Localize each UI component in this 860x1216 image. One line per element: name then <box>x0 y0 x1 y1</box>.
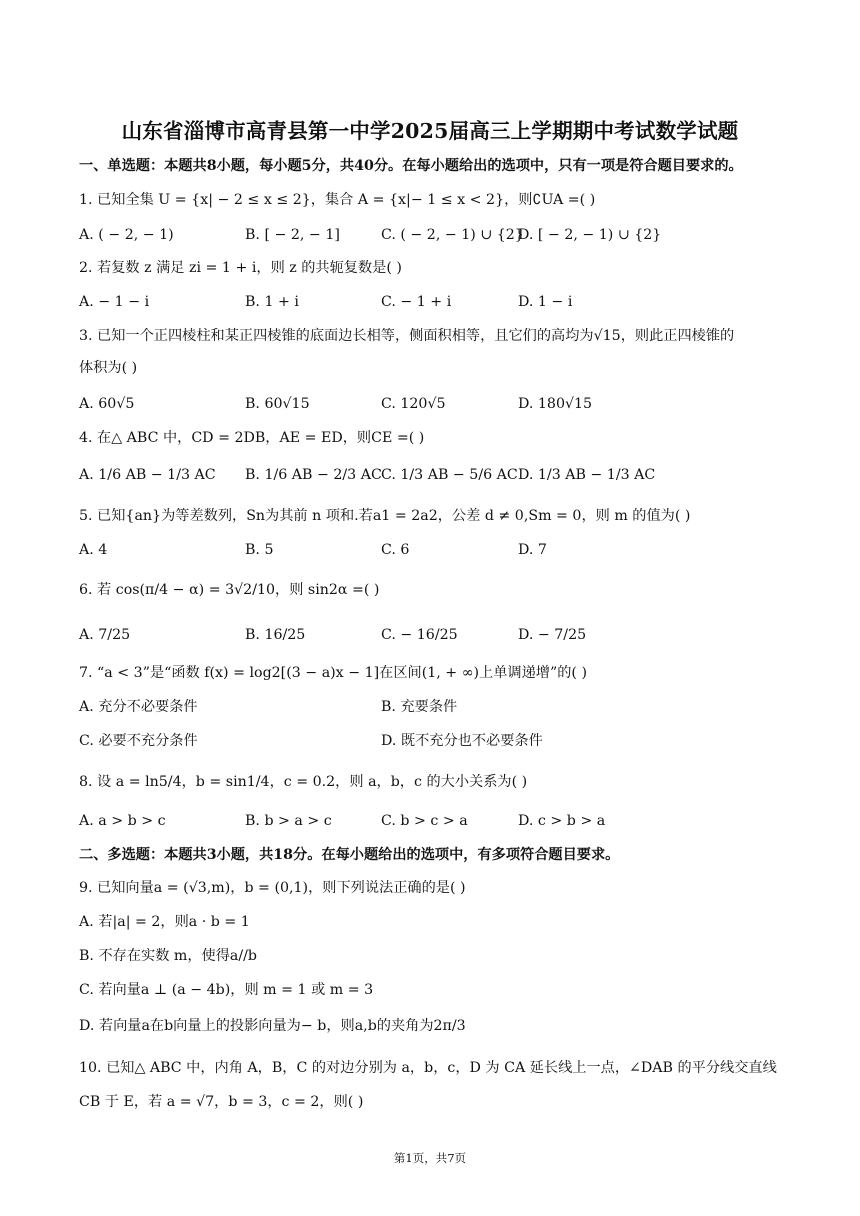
question-8-stem: 8. 设 a = ln5/4，b = sin1/4，c = 0.2，则 a，b，c 的大小关系为( ) <box>79 774 528 790</box>
question-7-option-d: D. 既不充分也不必要条件 <box>381 733 543 749</box>
question-8-option-c: C. b > c > a <box>381 813 468 829</box>
question-3-option-a: A. 60√5 <box>79 396 135 412</box>
question-4-option-c: C. 1/3 AB − 5/6 AC <box>381 467 518 483</box>
question-10-stem-continued: CB 于 E，若 a = √7，b = 3，c = 2，则( ) <box>79 1094 364 1110</box>
question-1-option-d: D. [ − 2, − 1) ∪ {2} <box>518 227 662 243</box>
question-3-option-c: C. 120√5 <box>381 396 446 412</box>
question-7-option-c: C. 必要不充分条件 <box>79 733 198 749</box>
question-3-stem-continued: 体积为( ) <box>79 360 138 376</box>
question-6-option-a: A. 7/25 <box>79 627 131 643</box>
question-2-option-a: A. − 1 − i <box>79 294 150 310</box>
question-2-option-b: B. 1 + i <box>245 294 299 310</box>
question-9-stem: 9. 已知向量a = (√3,m)，b = (0,1)，则下列说法正确的是( ) <box>79 880 466 896</box>
question-7-stem: 7. “a < 3”是“函数 f(x) = log2[(3 − a)x − 1]在区间(1, + ∞)上单调递增”的( ) <box>79 665 588 681</box>
question-4-option-a: A. 1/6 AB − 1/3 AC <box>79 467 216 483</box>
page-footer: 第1页，共7页 <box>393 1151 467 1165</box>
question-6-option-b: B. 16/25 <box>245 627 306 643</box>
question-6-stem: 6. 若 cos(π/4 − α) = 3√2/10，则 sin2α =( ) <box>79 582 380 598</box>
question-5-option-c: C. 6 <box>381 542 410 558</box>
question-9-option-c: C. 若向量a ⊥ (a − 4b)，则 m = 1 或 m = 3 <box>79 982 374 998</box>
question-6-option-c: C. − 16/25 <box>381 627 458 643</box>
question-2-option-d: D. 1 − i <box>518 294 573 310</box>
question-4-stem: 4. 在△ ABC 中，CD = 2DB，AE = ED，则CE =( ) <box>79 430 425 446</box>
question-3-option-b: B. 60√15 <box>245 396 310 412</box>
question-5-option-a: A. 4 <box>79 542 108 558</box>
question-7-option-a: A. 充分不必要条件 <box>79 699 198 715</box>
section-heading-single-choice: 一、单选题：本题共8小题，每小题5分，共40分。在每小题给出的选项中，只有一项是符合题目要求的。 <box>79 158 743 174</box>
question-1-option-b: B. [ − 2, − 1] <box>245 227 340 243</box>
question-8-option-d: D. c > b > a <box>518 813 606 829</box>
question-5-stem: 5. 已知{an}为等差数列，Sn为其前 n 项和.若a1 = 2a2，公差 d ≠ 0,Sm = 0，则 m 的值为( ) <box>79 508 691 524</box>
question-1-option-a: A. ( − 2, − 1) <box>79 227 174 243</box>
question-3-stem: 3. 已知一个正四棱柱和某正四棱锥的底面边长相等，侧面积相等，且它们的高均为√15，则此正四棱锥的 <box>79 328 735 344</box>
question-5-option-b: B. 5 <box>245 542 274 558</box>
question-9-option-d: D. 若向量a在b向量上的投影向量为− b，则a,b的夹角为2π/3 <box>79 1018 466 1034</box>
question-7-option-b: B. 充要条件 <box>381 699 458 715</box>
page-title: 山东省淄博市高青县第一中学2025届高三上学期期中考试数学试题 <box>121 119 739 143</box>
question-2-option-c: C. − 1 + i <box>381 294 452 310</box>
question-10-stem: 10. 已知△ ABC 中，内角 A，B，C 的对边分别为 a，b，c，D 为 CA 延长线上一点，∠DAB 的平分线交直线 <box>79 1060 777 1076</box>
question-9-option-a: A. 若|a| = 2，则a · b = 1 <box>79 914 250 930</box>
question-3-option-d: D. 180√15 <box>518 396 593 412</box>
question-9-option-b: B. 不存在实数 m，使得a//b <box>79 948 258 964</box>
question-4-option-b: B. 1/6 AB − 2/3 AC <box>245 467 382 483</box>
section-heading-multiple-choice: 二、多选题：本题共3小题，共18分。在每小题给出的选项中，有多项符合题目要求。 <box>79 847 620 863</box>
question-1-option-c: C. ( − 2, − 1) ∪ {2} <box>381 227 524 243</box>
question-6-option-d: D. − 7/25 <box>518 627 587 643</box>
question-8-option-a: A. a > b > c <box>79 813 166 829</box>
question-4-option-d: D. 1/3 AB − 1/3 AC <box>518 467 656 483</box>
question-5-option-d: D. 7 <box>518 542 547 558</box>
question-8-option-b: B. b > a > c <box>245 813 332 829</box>
question-1-stem: 1. 已知全集 U = {x| − 2 ≤ x ≤ 2}，集合 A = {x|− 1 ≤ x < 2}，则∁UA =( ) <box>79 192 596 208</box>
question-2-stem: 2. 若复数 z 满足 zi = 1 + i，则 z 的共轭复数是( ) <box>79 260 402 276</box>
